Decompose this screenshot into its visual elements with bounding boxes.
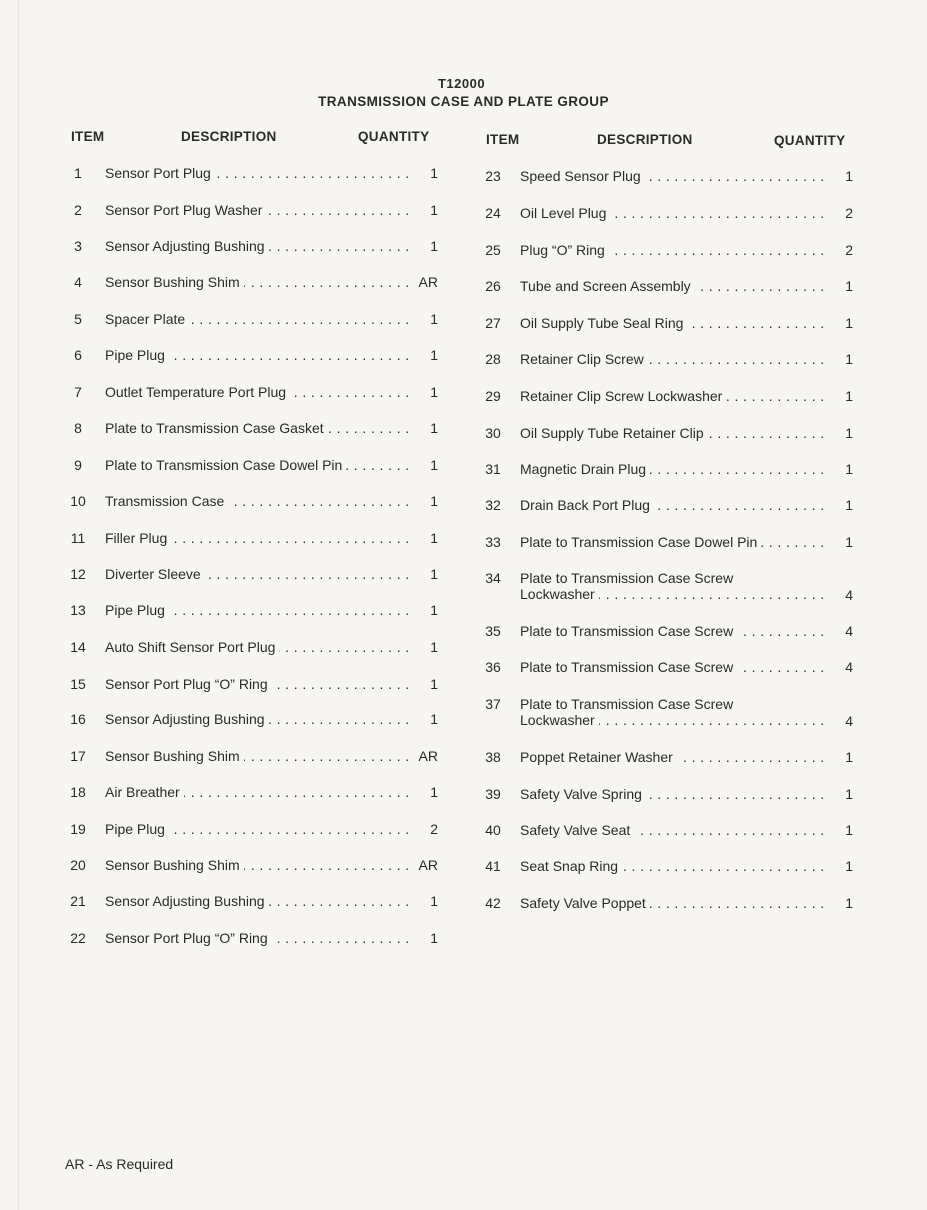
item-description-text: Pipe Plug xyxy=(105,602,169,618)
right-header-item: ITEM xyxy=(486,132,520,147)
list-item xyxy=(478,534,853,550)
item-description-line1: Plate to Transmission Case Screw xyxy=(520,696,734,712)
item-description xyxy=(520,242,827,258)
item-quantity: 1 xyxy=(430,566,438,582)
item-description-text: Speed Sensor Plug xyxy=(520,168,645,184)
list-item xyxy=(63,347,438,363)
item-description-line2 xyxy=(520,586,827,602)
item-description xyxy=(105,784,412,800)
list-item xyxy=(478,822,853,838)
item-description-text: Sensor Port Plug “O” Ring xyxy=(105,676,272,692)
item-description-line1: Plate to Transmission Case Screw xyxy=(520,570,734,586)
item-quantity: 4 xyxy=(845,587,853,603)
item-number: 20 xyxy=(70,857,86,873)
item-description-text: Sensor Adjusting Bushing xyxy=(105,711,269,727)
list-item xyxy=(478,749,853,765)
item-number: 21 xyxy=(70,893,86,909)
item-description-text: Sensor Adjusting Bushing xyxy=(105,238,269,254)
item-description-text: Seat Snap Ring xyxy=(520,858,622,874)
item-description-text: Oil Supply Tube Retainer Clip xyxy=(520,425,708,441)
item-description xyxy=(105,493,412,509)
item-number: 22 xyxy=(70,930,86,946)
item-description xyxy=(105,857,412,873)
item-description xyxy=(105,457,412,473)
item-number: 6 xyxy=(74,347,82,363)
item-description xyxy=(105,748,412,764)
item-description xyxy=(105,274,412,290)
item-quantity: 1 xyxy=(430,311,438,327)
item-number: 10 xyxy=(70,493,86,509)
item-description-text: Plate to Transmission Case Gasket xyxy=(105,420,328,436)
item-number: 32 xyxy=(485,497,501,513)
document-code: T12000 xyxy=(437,76,486,91)
item-description xyxy=(105,930,412,946)
item-description-text: Magnetic Drain Plug xyxy=(520,461,650,477)
list-item xyxy=(63,821,438,837)
item-description xyxy=(520,623,827,639)
item-description xyxy=(520,696,827,728)
item-quantity: 1 xyxy=(845,388,853,404)
list-item xyxy=(63,530,438,546)
item-quantity: 1 xyxy=(430,347,438,363)
item-description xyxy=(520,659,827,675)
item-quantity: 1 xyxy=(845,425,853,441)
list-item xyxy=(478,315,853,331)
item-description xyxy=(105,711,412,727)
item-number: 27 xyxy=(485,315,501,331)
list-item xyxy=(63,857,438,873)
item-number: 41 xyxy=(485,858,501,874)
item-number: 28 xyxy=(485,351,501,367)
item-description xyxy=(105,676,412,692)
item-number: 19 xyxy=(70,821,86,837)
item-number: 37 xyxy=(485,696,501,712)
list-item xyxy=(63,311,438,327)
item-number: 8 xyxy=(74,420,82,436)
list-item xyxy=(478,168,853,184)
item-description-text: Safety Valve Seat xyxy=(520,822,634,838)
item-description xyxy=(105,639,412,655)
list-item xyxy=(63,493,438,509)
item-description xyxy=(520,858,827,874)
item-description xyxy=(105,566,412,582)
list-item xyxy=(63,238,438,254)
list-item xyxy=(63,748,438,764)
item-description-text: Sensor Port Plug “O” Ring xyxy=(105,930,272,946)
item-quantity: 1 xyxy=(430,893,438,909)
item-description-line2 xyxy=(520,712,827,728)
item-description xyxy=(520,497,827,513)
item-quantity: AR xyxy=(418,274,438,290)
item-description xyxy=(520,351,827,367)
list-item xyxy=(478,388,853,404)
item-number: 34 xyxy=(485,570,501,586)
item-number: 33 xyxy=(485,534,501,550)
item-description-text: Pipe Plug xyxy=(105,821,169,837)
list-item xyxy=(478,858,853,874)
item-number: 13 xyxy=(70,602,86,618)
item-number: 2 xyxy=(74,202,82,218)
item-description-text: Drain Back Port Plug xyxy=(520,497,654,513)
list-item xyxy=(63,784,438,800)
item-quantity: 1 xyxy=(430,530,438,546)
item-quantity: AR xyxy=(418,857,438,873)
item-description-text: Transmission Case xyxy=(105,493,228,509)
item-quantity: 1 xyxy=(845,315,853,331)
item-quantity: 1 xyxy=(430,784,438,800)
item-description xyxy=(520,534,827,550)
item-description-text: Plate to Transmission Case Screw xyxy=(520,623,737,639)
item-description xyxy=(520,570,827,602)
item-description xyxy=(105,165,412,181)
item-description xyxy=(105,602,412,618)
item-number: 14 xyxy=(70,639,86,655)
item-description-text: Safety Valve Poppet xyxy=(520,895,650,911)
item-number: 23 xyxy=(485,168,501,184)
page-title: TRANSMISSION CASE AND PLATE GROUP xyxy=(318,94,609,109)
item-description xyxy=(105,821,412,837)
item-number: 1 xyxy=(74,165,82,181)
list-item xyxy=(478,786,853,802)
item-description xyxy=(520,749,827,765)
item-quantity: 4 xyxy=(845,623,853,639)
item-description-text: Plate to Transmission Case Dowel Pin xyxy=(105,457,346,473)
item-quantity: 1 xyxy=(430,639,438,655)
list-item xyxy=(478,895,853,911)
item-number: 29 xyxy=(485,388,501,404)
item-number: 39 xyxy=(485,786,501,802)
list-item xyxy=(478,205,853,221)
item-description xyxy=(520,461,827,477)
item-quantity: 1 xyxy=(430,384,438,400)
item-description xyxy=(520,822,827,838)
item-number: 25 xyxy=(485,242,501,258)
item-description-text: Oil Level Plug xyxy=(520,205,610,221)
item-quantity: 1 xyxy=(845,786,853,802)
list-item xyxy=(478,659,853,675)
item-quantity: 1 xyxy=(845,168,853,184)
item-description xyxy=(520,168,827,184)
item-description-text: Plug “O” Ring xyxy=(520,242,609,258)
item-description xyxy=(520,895,827,911)
item-description-text: Oil Supply Tube Seal Ring xyxy=(520,315,687,331)
item-description-text: Sensor Bushing Shim xyxy=(105,274,244,290)
item-quantity: 1 xyxy=(430,711,438,727)
list-item xyxy=(63,602,438,618)
list-item xyxy=(478,278,853,294)
item-quantity: 1 xyxy=(845,895,853,911)
item-number: 38 xyxy=(485,749,501,765)
item-description-text: Tube and Screen Assembly xyxy=(520,278,695,294)
item-description xyxy=(520,315,827,331)
item-quantity: 1 xyxy=(430,202,438,218)
item-quantity: 1 xyxy=(845,278,853,294)
item-description-text: Sensor Bushing Shim xyxy=(105,748,244,764)
item-quantity: 1 xyxy=(430,930,438,946)
item-description xyxy=(520,388,827,404)
list-item xyxy=(63,639,438,655)
item-number: 12 xyxy=(70,566,86,582)
item-description-text: Air Breather xyxy=(105,784,184,800)
item-quantity: AR xyxy=(418,748,438,764)
item-description xyxy=(105,384,412,400)
list-item xyxy=(63,420,438,436)
item-description-text: Poppet Retainer Washer xyxy=(520,749,677,765)
right-header-description: DESCRIPTION xyxy=(597,132,693,147)
item-description-text: Sensor Port Plug Washer xyxy=(105,202,266,218)
item-number: 3 xyxy=(74,238,82,254)
item-description xyxy=(105,202,412,218)
item-description xyxy=(105,238,412,254)
list-item xyxy=(478,242,853,258)
item-number: 16 xyxy=(70,711,86,727)
left-header-description: DESCRIPTION xyxy=(181,129,277,144)
page-edge xyxy=(18,0,19,1210)
item-quantity: 1 xyxy=(430,165,438,181)
list-item xyxy=(63,274,438,290)
item-number: 15 xyxy=(70,676,86,692)
item-quantity: 1 xyxy=(430,676,438,692)
item-number: 7 xyxy=(74,384,82,400)
item-description-text: Retainer Clip Screw xyxy=(520,351,648,367)
item-description xyxy=(105,530,412,546)
list-item xyxy=(478,497,853,513)
list-item xyxy=(63,202,438,218)
item-quantity: 1 xyxy=(845,858,853,874)
footnote: AR - As Required xyxy=(65,1156,174,1172)
item-quantity: 4 xyxy=(845,713,853,729)
item-quantity: 1 xyxy=(845,822,853,838)
item-number: 24 xyxy=(485,205,501,221)
item-quantity: 2 xyxy=(845,205,853,221)
item-quantity: 1 xyxy=(845,461,853,477)
item-description xyxy=(520,786,827,802)
item-description xyxy=(105,347,412,363)
list-item xyxy=(63,711,438,727)
item-description-text: Sensor Port Plug xyxy=(105,165,215,181)
item-description-text: Filler Plug xyxy=(105,530,171,546)
list-item xyxy=(478,696,853,729)
item-quantity: 1 xyxy=(430,457,438,473)
item-description-text: Retainer Clip Screw Lockwasher xyxy=(520,388,726,404)
item-number: 17 xyxy=(70,748,86,764)
item-number: 36 xyxy=(485,659,501,675)
item-quantity: 1 xyxy=(845,749,853,765)
item-description-line2-text: Lockwasher xyxy=(520,586,599,602)
list-item xyxy=(478,570,853,603)
item-description-text: Outlet Temperature Port Plug xyxy=(105,384,290,400)
list-item xyxy=(63,384,438,400)
item-number: 31 xyxy=(485,461,501,477)
item-description xyxy=(105,893,412,909)
list-item xyxy=(478,461,853,477)
item-number: 9 xyxy=(74,457,82,473)
item-description-text: Plate to Transmission Case Dowel Pin xyxy=(520,534,761,550)
item-quantity: 1 xyxy=(430,238,438,254)
right-header-quantity: QUANTITY xyxy=(774,133,846,148)
item-description xyxy=(520,205,827,221)
item-number: 30 xyxy=(485,425,501,441)
list-item xyxy=(478,425,853,441)
item-description-line2-text: Lockwasher xyxy=(520,712,599,728)
list-item xyxy=(63,457,438,473)
item-number: 40 xyxy=(485,822,501,838)
item-quantity: 1 xyxy=(430,602,438,618)
item-description-text: Auto Shift Sensor Port Plug xyxy=(105,639,279,655)
left-header-quantity: QUANTITY xyxy=(358,129,430,144)
item-description-text: Plate to Transmission Case Screw xyxy=(520,659,737,675)
item-number: 5 xyxy=(74,311,82,327)
item-quantity: 4 xyxy=(845,659,853,675)
item-description-text: Sensor Bushing Shim xyxy=(105,857,244,873)
item-number: 42 xyxy=(485,895,501,911)
title-block xyxy=(0,76,927,109)
item-number: 4 xyxy=(74,274,82,290)
item-description-text: Spacer Plate xyxy=(105,311,189,327)
item-quantity: 1 xyxy=(845,351,853,367)
list-item xyxy=(63,930,438,946)
item-description xyxy=(520,425,827,441)
item-number: 18 xyxy=(70,784,86,800)
item-description-text: Safety Valve Spring xyxy=(520,786,646,802)
left-header-item: ITEM xyxy=(71,129,105,144)
list-item xyxy=(63,165,438,181)
item-quantity: 1 xyxy=(430,420,438,436)
item-number: 35 xyxy=(485,623,501,639)
item-quantity: 1 xyxy=(845,497,853,513)
item-description xyxy=(105,311,412,327)
list-item xyxy=(478,351,853,367)
item-number: 11 xyxy=(70,530,86,546)
item-description-text: Diverter Sleeve xyxy=(105,566,205,582)
item-description-text: Sensor Adjusting Bushing xyxy=(105,893,269,909)
item-quantity: 1 xyxy=(845,534,853,550)
item-description-text: Pipe Plug xyxy=(105,347,169,363)
list-item xyxy=(63,566,438,582)
item-description xyxy=(105,420,412,436)
item-quantity: 2 xyxy=(430,821,438,837)
list-item xyxy=(478,623,853,639)
item-quantity: 2 xyxy=(845,242,853,258)
list-item xyxy=(63,893,438,909)
item-quantity: 1 xyxy=(430,493,438,509)
list-item xyxy=(63,676,438,692)
item-description xyxy=(520,278,827,294)
item-number: 26 xyxy=(485,278,501,294)
